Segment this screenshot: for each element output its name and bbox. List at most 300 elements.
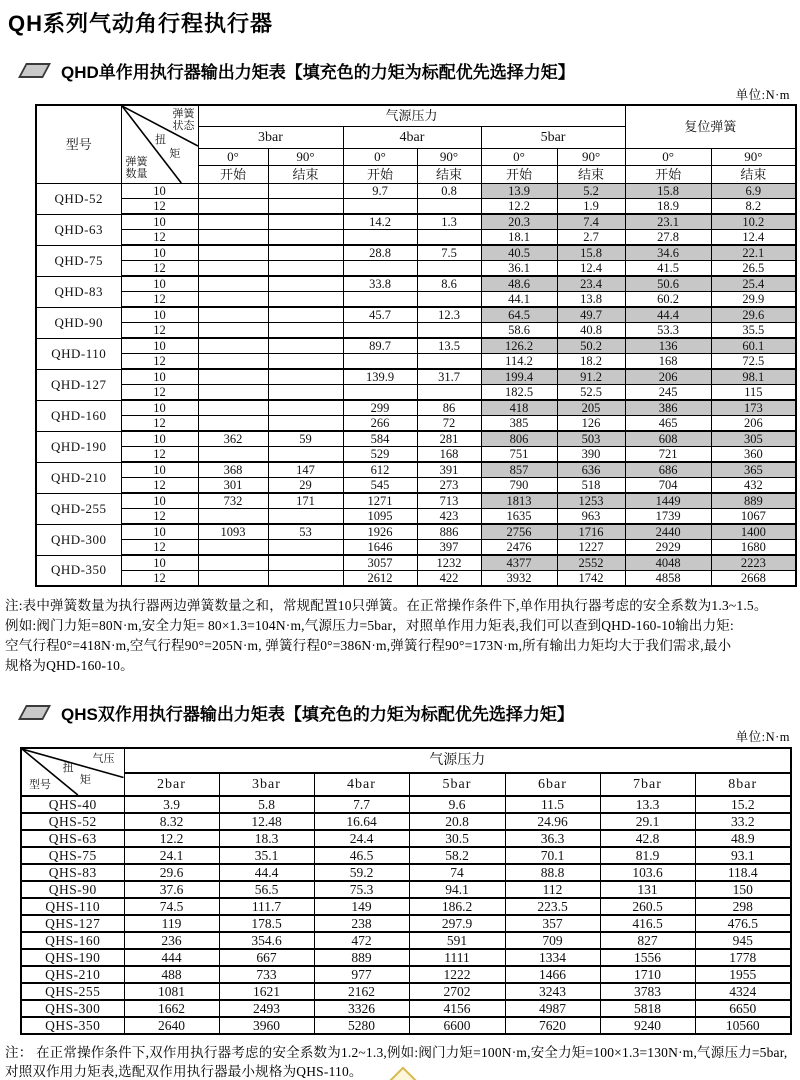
model-cell: QHD-110: [36, 338, 121, 369]
torque-value-cell: 33.2: [695, 813, 791, 830]
torque-value-cell: 18.9: [625, 199, 711, 215]
qhd-torque-table: [35, 104, 797, 587]
torque-value-cell: 59.2: [314, 864, 409, 881]
torque-value-cell: [198, 400, 268, 416]
torque-value-cell: 45.7: [343, 307, 417, 323]
spring-count-cell: 12: [121, 571, 198, 587]
spring-count-cell: 12: [121, 385, 198, 401]
pressure-header-4bar: 4bar: [343, 127, 481, 149]
qhd-table-row: [36, 184, 796, 199]
torque-value-cell: 8.2: [711, 199, 796, 215]
torque-value-cell: 48.9: [695, 830, 791, 847]
torque-value-cell: 41.5: [625, 261, 711, 277]
torque-value-cell: [198, 540, 268, 556]
torque-value-cell: [268, 540, 343, 556]
angle-header: 0°: [198, 149, 268, 166]
torque-value-cell: 12.48: [219, 813, 314, 830]
torque-value-cell: 238: [314, 915, 409, 932]
torque-value-cell: 386: [625, 400, 711, 416]
torque-value-cell: [417, 261, 481, 277]
torque-value-cell: [268, 199, 343, 215]
torque-value-cell: [417, 292, 481, 308]
torque-value-cell: 44.4: [219, 864, 314, 881]
qhs-torque-table: [20, 747, 792, 1035]
torque-value-cell: 13.8: [557, 292, 625, 308]
qhs-table-row: [21, 915, 791, 932]
torque-value-cell: 298: [695, 898, 791, 915]
torque-value-cell: 2.7: [557, 230, 625, 246]
torque-value-cell: 33.8: [343, 276, 417, 292]
torque-value-cell: 545: [343, 478, 417, 494]
torque-value-cell: 115: [711, 385, 796, 401]
torque-value-cell: 111.7: [219, 898, 314, 915]
torque-value-cell: 75.3: [314, 881, 409, 898]
torque-value-cell: 360: [711, 447, 796, 463]
torque-value-cell: 963: [557, 509, 625, 525]
pressure-group-header: 气源压力: [198, 105, 625, 127]
diag-label-torque-1: 扭: [154, 133, 166, 146]
model-cell: QHS-127: [21, 915, 124, 932]
torque-value-cell: 2552: [557, 555, 625, 571]
qhs-table-row: [21, 898, 791, 915]
torque-value-cell: 1232: [417, 555, 481, 571]
torque-value-cell: 1662: [124, 1000, 219, 1017]
torque-value-cell: 182.5: [481, 385, 557, 401]
torque-value-cell: 18.1: [481, 230, 557, 246]
spring-count-cell: 12: [121, 509, 198, 525]
qhs-table-row: [21, 864, 791, 881]
torque-value-cell: 418: [481, 400, 557, 416]
angle-header: 90°: [711, 149, 796, 166]
torque-value-cell: 150: [695, 881, 791, 898]
section2-heading: [14, 700, 800, 725]
torque-value-cell: 827: [600, 932, 695, 949]
torque-value-cell: 1716: [557, 524, 625, 540]
torque-value-cell: 297.9: [409, 915, 505, 932]
pressure-group-header: 气源压力: [124, 748, 791, 773]
diag-label-torque-2: 矩: [169, 147, 181, 160]
model-cell: QHS-83: [21, 864, 124, 881]
return-spring-header: 复位弹簧: [625, 105, 796, 149]
qhs-table-row: [21, 966, 791, 983]
torque-value-cell: 53: [268, 524, 343, 540]
torque-value-cell: 40.5: [481, 245, 557, 261]
torque-value-cell: 23.1: [625, 214, 711, 230]
spring-count-cell: 12: [121, 447, 198, 463]
torque-value-cell: 2668: [711, 571, 796, 587]
torque-value-cell: 2702: [409, 983, 505, 1000]
section1-unit-label: 单位:N·m: [735, 88, 790, 102]
torque-value-cell: 385: [481, 416, 557, 432]
qhd-table-row: [36, 478, 796, 494]
torque-value-cell: 0.8: [417, 184, 481, 199]
torque-value-cell: 12.2: [481, 199, 557, 215]
note-line: 空气行程0°=418N·m,空气行程90°=205N·m, 弹簧行程0°=386N·m,弹簧行程90°=173N·m,所有输出力矩均大于我们需求,最小: [5, 638, 732, 653]
torque-value-cell: 945: [695, 932, 791, 949]
qhd-table-row: [36, 369, 796, 385]
torque-value-cell: 89.7: [343, 338, 417, 354]
model-column-header: 型号: [36, 105, 121, 184]
diag-label-torque-1: 扭: [62, 761, 74, 774]
qhd-table-row: [36, 431, 796, 447]
angle-header: 0°: [343, 149, 417, 166]
spring-count-cell: 10: [121, 431, 198, 447]
angle-header: 90°: [268, 149, 343, 166]
torque-value-cell: 206: [711, 416, 796, 432]
torque-value-cell: 147: [268, 462, 343, 478]
model-cell: QHD-190: [36, 431, 121, 462]
model-cell: QHS-160: [21, 932, 124, 949]
torque-value-cell: 1.3: [417, 214, 481, 230]
torque-value-cell: 8.6: [417, 276, 481, 292]
torque-value-cell: 368: [198, 462, 268, 478]
torque-value-cell: [268, 245, 343, 261]
torque-value-cell: 281: [417, 431, 481, 447]
model-cell: QHD-300: [36, 524, 121, 555]
torque-value-cell: 74.5: [124, 898, 219, 915]
section2-unit-label: 单位:N·m: [735, 730, 790, 744]
torque-value-cell: 14.2: [343, 214, 417, 230]
torque-value-cell: [198, 509, 268, 525]
torque-value-cell: 584: [343, 431, 417, 447]
torque-value-cell: [268, 416, 343, 432]
spring-count-cell: 10: [121, 276, 198, 292]
torque-value-cell: 9.7: [343, 184, 417, 199]
torque-value-cell: 29.6: [711, 307, 796, 323]
torque-value-cell: 2223: [711, 555, 796, 571]
torque-value-cell: 126.2: [481, 338, 557, 354]
section2-title: QHS双作用执行器输出力矩表【填充色的力矩为标配优先选择力矩】: [61, 705, 574, 724]
torque-value-cell: [343, 230, 417, 246]
spring-count-cell: 12: [121, 323, 198, 339]
phase-header: 开始: [625, 166, 711, 184]
note-line: 对照双作用力矩表,选配双作用执行器最小规格为QHS-110。: [5, 1064, 363, 1079]
angle-header: 90°: [557, 149, 625, 166]
qhs-table-row: [21, 830, 791, 847]
torque-value-cell: 2493: [219, 1000, 314, 1017]
torque-value-cell: 2440: [625, 524, 711, 540]
qhd-table-row: [36, 400, 796, 416]
note-line: 注:表中弹簧数量为执行器两边弹簧数量之和，常规配置10只弹簧。在正常操作条件下,单作用执行器考虑的安全系数为1.3~1.5。: [5, 598, 768, 613]
torque-value-cell: 1710: [600, 966, 695, 983]
qhs-table-row: [21, 932, 791, 949]
torque-value-cell: 29.9: [711, 292, 796, 308]
torque-value-cell: 56.5: [219, 881, 314, 898]
torque-value-cell: 178.5: [219, 915, 314, 932]
torque-value-cell: [198, 276, 268, 292]
model-cell: QHD-210: [36, 462, 121, 493]
torque-value-cell: 223.5: [505, 898, 600, 915]
torque-value-cell: 15.8: [557, 245, 625, 261]
torque-value-cell: [417, 385, 481, 401]
torque-value-cell: [417, 199, 481, 215]
angle-header: 0°: [481, 149, 557, 166]
torque-value-cell: 34.6: [625, 245, 711, 261]
torque-value-cell: 64.5: [481, 307, 557, 323]
torque-value-cell: 13.3: [600, 796, 695, 813]
torque-value-cell: 50.6: [625, 276, 711, 292]
phase-header: 结束: [268, 166, 343, 184]
parallelogram-icon: [18, 63, 51, 78]
qhd-table-row: [36, 555, 796, 571]
spring-count-cell: 10: [121, 245, 198, 261]
torque-value-cell: 20.8: [409, 813, 505, 830]
torque-value-cell: 1334: [505, 949, 600, 966]
torque-value-cell: [268, 369, 343, 385]
torque-value-cell: 126: [557, 416, 625, 432]
torque-value-cell: 3932: [481, 571, 557, 587]
torque-value-cell: 81.9: [600, 847, 695, 864]
pressure-header-2bar: 2bar: [124, 773, 219, 796]
torque-value-cell: 9.6: [409, 796, 505, 813]
model-cell: QHD-83: [36, 276, 121, 307]
torque-value-cell: 44.1: [481, 292, 557, 308]
torque-value-cell: 13.5: [417, 338, 481, 354]
torque-value-cell: 18.2: [557, 354, 625, 370]
model-cell: QHD-350: [36, 555, 121, 586]
torque-value-cell: 857: [481, 462, 557, 478]
torque-value-cell: 4156: [409, 1000, 505, 1017]
torque-value-cell: 1466: [505, 966, 600, 983]
torque-value-cell: 119: [124, 915, 219, 932]
torque-value-cell: 790: [481, 478, 557, 494]
torque-value-cell: 30.5: [409, 830, 505, 847]
pressure-header-3bar: 3bar: [219, 773, 314, 796]
torque-value-cell: 1955: [695, 966, 791, 983]
model-cell: QHD-52: [36, 184, 121, 215]
torque-value-cell: 22.1: [711, 245, 796, 261]
torque-value-cell: 1646: [343, 540, 417, 556]
angle-header: 0°: [625, 149, 711, 166]
torque-value-cell: 5.8: [219, 796, 314, 813]
diag-label-spring-state: 弹簧 状态: [172, 108, 195, 132]
torque-value-cell: [268, 571, 343, 587]
torque-value-cell: 4377: [481, 555, 557, 571]
torque-value-cell: 3.9: [124, 796, 219, 813]
torque-value-cell: 60.1: [711, 338, 796, 354]
torque-value-cell: 5280: [314, 1017, 409, 1034]
torque-value-cell: 29.6: [124, 864, 219, 881]
torque-value-cell: 46.5: [314, 847, 409, 864]
section1-heading: [14, 58, 800, 83]
pressure-header-7bar: 7bar: [600, 773, 695, 796]
torque-value-cell: 1222: [409, 966, 505, 983]
torque-value-cell: 397: [417, 540, 481, 556]
section1-title: QHD单作用执行器输出力矩表【填充色的力矩为标配优先选择力矩】: [61, 63, 575, 82]
torque-value-cell: 7.7: [314, 796, 409, 813]
torque-value-cell: [268, 354, 343, 370]
model-cell: QHS-110: [21, 898, 124, 915]
torque-value-cell: [198, 245, 268, 261]
spring-count-cell: 10: [121, 184, 198, 199]
torque-value-cell: 886: [417, 524, 481, 540]
torque-value-cell: 732: [198, 493, 268, 509]
qhd-table-row: [36, 462, 796, 478]
torque-value-cell: 139.9: [343, 369, 417, 385]
torque-value-cell: 4324: [695, 983, 791, 1000]
spring-state-diagonal-header: [121, 105, 198, 184]
torque-value-cell: 365: [711, 462, 796, 478]
torque-value-cell: 667: [219, 949, 314, 966]
torque-value-cell: 3243: [505, 983, 600, 1000]
torque-value-cell: 40.8: [557, 323, 625, 339]
torque-value-cell: 44.4: [625, 307, 711, 323]
qhd-table-row: [36, 447, 796, 463]
note-line: 例如:阀门力矩=80N·m,安全力矩= 80×1.3=104N·m,气源压力=5bar，对照单作用力矩表,我们可以查到QHD-160-10输出力矩:: [5, 618, 734, 633]
torque-value-cell: 472: [314, 932, 409, 949]
torque-value-cell: 1081: [124, 983, 219, 1000]
torque-value-cell: [268, 276, 343, 292]
torque-value-cell: 889: [314, 949, 409, 966]
torque-value-cell: 305: [711, 431, 796, 447]
torque-value-cell: 112: [505, 881, 600, 898]
model-cell: QHS-75: [21, 847, 124, 864]
qhd-table-row: [36, 245, 796, 261]
qhd-table-row: [36, 199, 796, 215]
torque-value-cell: 806: [481, 431, 557, 447]
pressure-header-5bar: 5bar: [409, 773, 505, 796]
torque-value-cell: 8.32: [124, 813, 219, 830]
torque-value-cell: 11.5: [505, 796, 600, 813]
torque-value-cell: 74: [409, 864, 505, 881]
torque-value-cell: 2756: [481, 524, 557, 540]
torque-value-cell: 1253: [557, 493, 625, 509]
torque-value-cell: 53.3: [625, 323, 711, 339]
torque-value-cell: 72: [417, 416, 481, 432]
qhd-table-row: [36, 354, 796, 370]
qhd-table-row: [36, 323, 796, 339]
torque-value-cell: 1111: [409, 949, 505, 966]
torque-value-cell: 2612: [343, 571, 417, 587]
torque-value-cell: 301: [198, 478, 268, 494]
torque-value-cell: [268, 447, 343, 463]
torque-value-cell: 6600: [409, 1017, 505, 1034]
torque-value-cell: 721: [625, 447, 711, 463]
torque-value-cell: [198, 447, 268, 463]
note-line: 注： 在正常操作条件下,双作用执行器考虑的安全系数为1.2~1.3,例如:阀门力矩=100N·m,安全力矩=100×1.3=130N·m,气源压力=5bar,: [5, 1045, 788, 1060]
model-cell: QHS-52: [21, 813, 124, 830]
torque-value-cell: 35.1: [219, 847, 314, 864]
parallelogram-icon: [18, 705, 51, 720]
torque-value-cell: [198, 369, 268, 385]
model-cell: QHS-40: [21, 796, 124, 813]
spring-count-cell: 10: [121, 493, 198, 509]
torque-value-cell: 36.1: [481, 261, 557, 277]
torque-value-cell: 27.8: [625, 230, 711, 246]
torque-value-cell: 432: [711, 478, 796, 494]
model-cell: QHS-350: [21, 1017, 124, 1034]
torque-value-cell: 245: [625, 385, 711, 401]
qhd-table-row: [36, 493, 796, 509]
torque-value-cell: 2162: [314, 983, 409, 1000]
torque-value-cell: 444: [124, 949, 219, 966]
note-line: 规格为QHD-160-10。: [5, 658, 134, 673]
qhd-table-row: [36, 261, 796, 277]
torque-value-cell: 98.1: [711, 369, 796, 385]
qhs-table-row: [21, 847, 791, 864]
torque-value-cell: 391: [417, 462, 481, 478]
torque-value-cell: 3783: [600, 983, 695, 1000]
torque-value-cell: [417, 323, 481, 339]
torque-value-cell: [268, 307, 343, 323]
model-cell: QHD-160: [36, 400, 121, 431]
phase-header: 结束: [417, 166, 481, 184]
qhd-table-row: [36, 385, 796, 401]
pressure-header-5bar: 5bar: [481, 127, 625, 149]
torque-value-cell: [268, 385, 343, 401]
torque-value-cell: 24.4: [314, 830, 409, 847]
torque-value-cell: [343, 292, 417, 308]
torque-value-cell: 889: [711, 493, 796, 509]
torque-value-cell: 206: [625, 369, 711, 385]
torque-value-cell: 1067: [711, 509, 796, 525]
torque-value-cell: 1813: [481, 493, 557, 509]
torque-value-cell: 7620: [505, 1017, 600, 1034]
spring-count-cell: 12: [121, 540, 198, 556]
torque-value-cell: 709: [505, 932, 600, 949]
qhd-table-row: [36, 338, 796, 354]
torque-value-cell: 2476: [481, 540, 557, 556]
torque-value-cell: 12.2: [124, 830, 219, 847]
qhd-table-row: [36, 509, 796, 525]
qhs-table-row: [21, 813, 791, 830]
torque-value-cell: 416.5: [600, 915, 695, 932]
torque-value-cell: 5818: [600, 1000, 695, 1017]
spring-count-cell: 10: [121, 462, 198, 478]
torque-value-cell: 354.6: [219, 932, 314, 949]
torque-value-cell: 29: [268, 478, 343, 494]
pressure-header-6bar: 6bar: [505, 773, 600, 796]
torque-value-cell: [268, 214, 343, 230]
angle-header: 90°: [417, 149, 481, 166]
torque-value-cell: 299: [343, 400, 417, 416]
torque-value-cell: 48.6: [481, 276, 557, 292]
qhs-table-row: [21, 1000, 791, 1017]
torque-value-cell: [343, 323, 417, 339]
torque-value-cell: 37.6: [124, 881, 219, 898]
torque-value-cell: 1926: [343, 524, 417, 540]
spring-count-cell: 10: [121, 369, 198, 385]
torque-value-cell: 422: [417, 571, 481, 587]
spring-count-cell: 10: [121, 214, 198, 230]
model-cell: QHS-300: [21, 1000, 124, 1017]
torque-value-cell: 1400: [711, 524, 796, 540]
torque-value-cell: 24.96: [505, 813, 600, 830]
torque-value-cell: [268, 230, 343, 246]
torque-value-cell: [198, 184, 268, 199]
torque-value-cell: 171: [268, 493, 343, 509]
torque-value-cell: [198, 292, 268, 308]
torque-value-cell: 118.4: [695, 864, 791, 881]
torque-value-cell: 42.8: [600, 830, 695, 847]
torque-value-cell: 751: [481, 447, 557, 463]
torque-value-cell: 58.2: [409, 847, 505, 864]
torque-value-cell: [198, 385, 268, 401]
phase-header: 开始: [343, 166, 417, 184]
spring-count-cell: 12: [121, 230, 198, 246]
qhs-table-row: [21, 983, 791, 1000]
pressure-header-3bar: 3bar: [198, 127, 343, 149]
qhd-table-row: [36, 307, 796, 323]
torque-value-cell: 488: [124, 966, 219, 983]
torque-value-cell: 1742: [557, 571, 625, 587]
torque-value-cell: [198, 555, 268, 571]
diag-label-pressure: 气压: [92, 753, 115, 765]
torque-value-cell: 60.2: [625, 292, 711, 308]
torque-value-cell: 476.5: [695, 915, 791, 932]
torque-value-cell: 357: [505, 915, 600, 932]
torque-value-cell: 4987: [505, 1000, 600, 1017]
